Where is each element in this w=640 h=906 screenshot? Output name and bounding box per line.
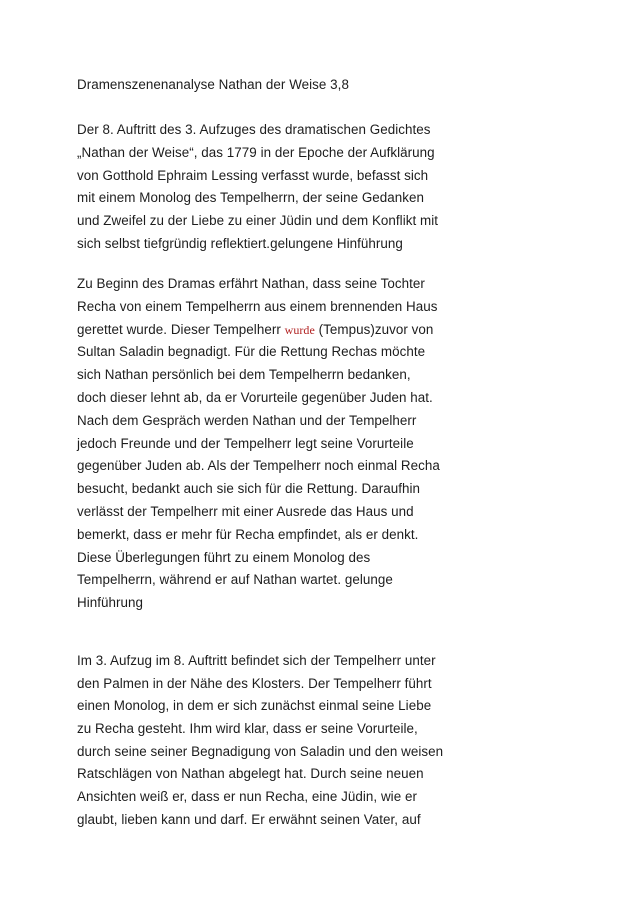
text-line: gegenüber Juden ab. Als der Tempelherr noch einmal Recha <box>77 458 440 474</box>
paragraph-context <box>77 273 440 615</box>
text-line: durch seine seiner Begnadigung von Saladin und den weisen <box>77 743 444 759</box>
text-line: mit einem Monolog des Tempelherrn, der seine Gedanken <box>77 190 425 206</box>
text-line: Recha von einem Tempelherrn aus einem brennenden Haus <box>77 298 438 314</box>
text-line: den Palmen in der Nähe des Klosters. Der Tempelherr führt <box>77 675 432 691</box>
paragraph-introduction <box>77 119 438 256</box>
text-line: einen Monolog, in dem er sich zunächst einmal seine Liebe <box>77 698 432 714</box>
text-line: Sultan Saladin begnadigt. Für die Rettung Rechas möchte <box>77 344 426 360</box>
text-line: Ratschlägen von Nathan abgelegt hat. Durch seine neuen <box>77 766 424 782</box>
text-line: bemerkt, dass er mehr für Recha empfindet, als er denkt. <box>77 526 419 542</box>
text-line: Ansichten weiß er, dass er nun Recha, eine Jüdin, wie er <box>77 789 417 805</box>
text-line: zu Recha gesteht. Ihm wird klar, dass er seine Vorurteile, <box>77 721 418 737</box>
text-line: und Zweifel zu der Liebe zu einer Jüdin und dem Konflikt mit <box>77 213 439 229</box>
text-line: Hinführung <box>77 595 144 611</box>
text-line: verlässt der Tempelherr mit einer Ausrede das Haus und <box>77 503 414 519</box>
text-line: besucht, bedankt auch sie sich für die Rettung. Daraufhin <box>77 481 421 497</box>
text-line: „Nathan der Weise“, das 1779 in der Epoche der Aufklärung <box>77 144 435 160</box>
text-line: Zu Beginn des Dramas erfährt Nathan, dass seine Tochter <box>77 276 425 291</box>
text-line: jedoch Freunde und der Tempelherr legt seine Vorurteile <box>77 435 414 451</box>
text-line-with-correction <box>77 319 440 342</box>
text-segment: gerettet wurde. Dieser Tempelherr <box>77 321 281 337</box>
text-line: Diese Überlegungen führt zu einem Monolog des <box>77 549 371 565</box>
text-line: doch dieser lehnt ab, da er Vorurteile gegenüber Juden hat. <box>77 389 433 405</box>
text-line: glaubt, lieben kann und darf. Er erwähnt seinen Vater, auf <box>77 811 421 827</box>
document-title: Dramenszenenanalyse Nathan der Weise 3,8 <box>77 77 349 92</box>
text-segment: (Tempus)zuvor von <box>314 321 434 337</box>
text-line: Im 3. Aufzug im 8. Auftritt befindet sich der Tempelherr unter <box>77 653 436 668</box>
text-line: sich selbst tiefgründig reflektiert.gelungene Hinführung <box>77 235 403 251</box>
text-line: Tempelherrn, während er auf Nathan wartet. gelunge <box>77 572 393 588</box>
text-line: Nach dem Gespräch werden Nathan und der Tempelherr <box>77 412 417 428</box>
text-line: Der 8. Auftritt des 3. Aufzuges des dramatischen Gedichtes <box>77 122 431 137</box>
teacher-correction: wurde <box>284 322 315 337</box>
text-line: sich Nathan persönlich bei dem Tempelherrn bedanken, <box>77 367 411 383</box>
paragraph-analysis <box>77 650 443 832</box>
text-line: von Gotthold Ephraim Lessing verfasst wurde, befasst sich <box>77 167 429 183</box>
